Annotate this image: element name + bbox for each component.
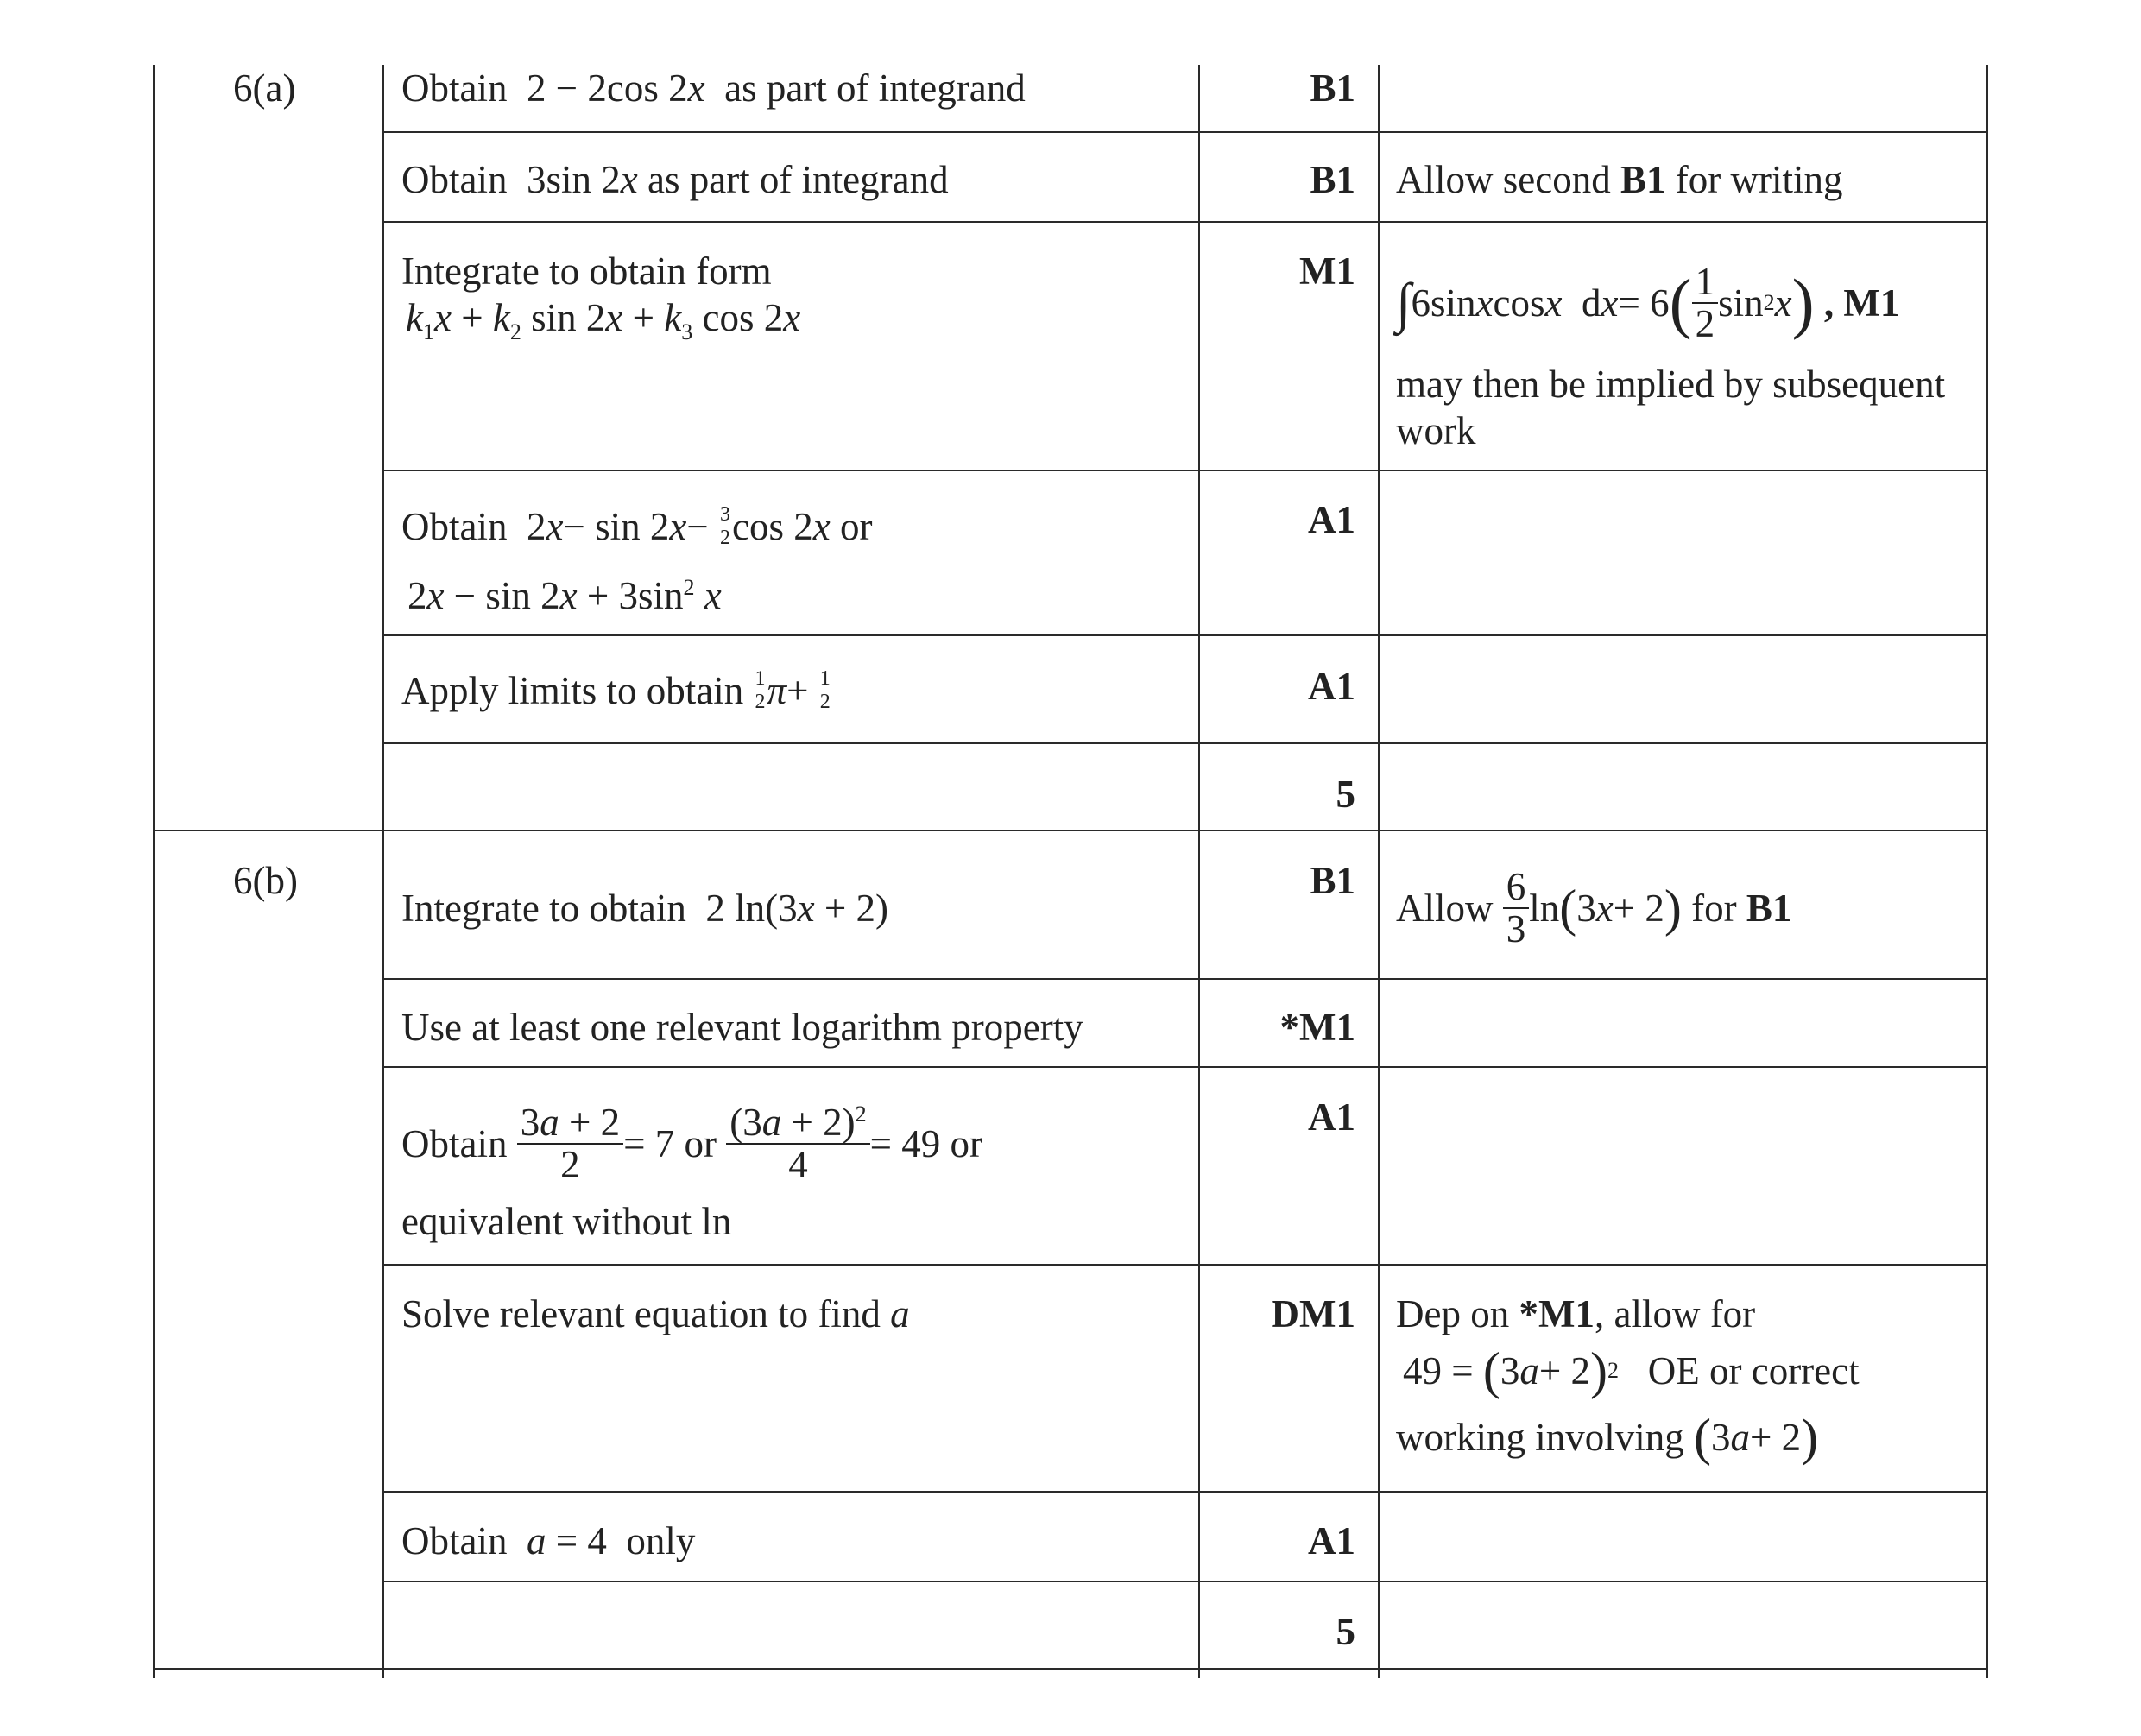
row-divider [382, 634, 1988, 636]
answer-a5: Apply limits to obtain 1 2 π + 1 2 [401, 667, 831, 713]
table-border-bottom [153, 1668, 1988, 1670]
guidance-a3-formula: ∫ 6sin x cos x d x = 6 ( $\frac{1}{2}$ sin 2 x ) , M1 [1396, 259, 1900, 345]
mark-a4: A1 [1308, 498, 1355, 541]
guidance-b4-line1: Dep on *M1, allow for [1396, 1292, 1756, 1335]
question-label-6b: 6(b) [233, 859, 298, 902]
mark-b5: A1 [1308, 1519, 1355, 1562]
mark-b3: A1 [1308, 1095, 1355, 1139]
mark-b-total: 5 [1336, 1610, 1355, 1653]
answer-a4-line1: Obtain 2 x − sin 2 x − 3 2 cos 2 x or [401, 503, 873, 549]
answer-b4: Solve relevant equation to find a [401, 1292, 910, 1335]
table-border-right [1986, 65, 1988, 1678]
row-divider [382, 470, 1988, 471]
mark-b2: *M1 [1279, 1006, 1355, 1049]
guidance-b1: Allow $\frac{6}{3}$ ln ( 3 x + 2 ) for B1 [1396, 864, 1792, 950]
answer-a4-line2: $2x - \sin 2x + 3\sin^2$ x [407, 574, 722, 617]
column-divider-question [382, 65, 384, 1678]
answer-b3-line2: equivalent without ln [401, 1200, 732, 1243]
row-divider [382, 1581, 1988, 1582]
guidance-b4-line2: 49 = ( 3 a + 2 ) 2 OE or correct [1403, 1342, 1860, 1399]
mark-a-total: 5 [1336, 773, 1355, 816]
mark-a2: B1 [1310, 158, 1355, 201]
guidance-a3-line3: work [1396, 409, 1476, 452]
guidance-a3-line2: may then be implied by subsequent [1396, 363, 1946, 406]
table-border-left [153, 65, 155, 1678]
row-divider [382, 1491, 1988, 1493]
answer-a1: Obtain 2 − 2cos 2x as part of integrand [401, 66, 1026, 110]
guidance-a2: Allow second B1 for writing [1396, 158, 1843, 201]
mark-b1: B1 [1310, 859, 1355, 902]
guidance-b4-line3: working involving ( 3 a + 2 ) [1396, 1409, 1819, 1466]
row-divider [382, 978, 1988, 980]
column-divider-marks [1378, 65, 1380, 1678]
mark-b4: DM1 [1271, 1292, 1355, 1335]
mark-a3: M1 [1299, 249, 1355, 293]
answer-b2: Use at least one relevant logarithm property [401, 1006, 1083, 1049]
answer-b1: Integrate to obtain 2 ln(3x + 2) [401, 887, 888, 930]
section-divider [153, 830, 1988, 831]
row-divider [382, 221, 1988, 223]
question-label-6a: 6(a) [233, 66, 296, 110]
answer-a2: Obtain 3sin 2x as part of integrand [401, 158, 949, 201]
mark-a5: A1 [1308, 665, 1355, 708]
answer-b3-line1: Obtain $\frac{3a + 2}{2}$ = 7 or $\frac{(3a + 2)^2}{4}$ = 49 or [401, 1100, 983, 1186]
answer-a3-line2: $k_1x + k_2$ $\sin 2x + k_3$ cos 2x [406, 296, 801, 344]
row-divider [382, 1066, 1988, 1068]
answer-b5: Obtain a = 4 only [401, 1519, 696, 1562]
row-divider [382, 742, 1988, 744]
row-divider [382, 131, 1988, 133]
row-divider [382, 1264, 1988, 1266]
answer-a3-line1: Integrate to obtain form [401, 249, 772, 293]
mark-a1: B1 [1310, 66, 1355, 110]
